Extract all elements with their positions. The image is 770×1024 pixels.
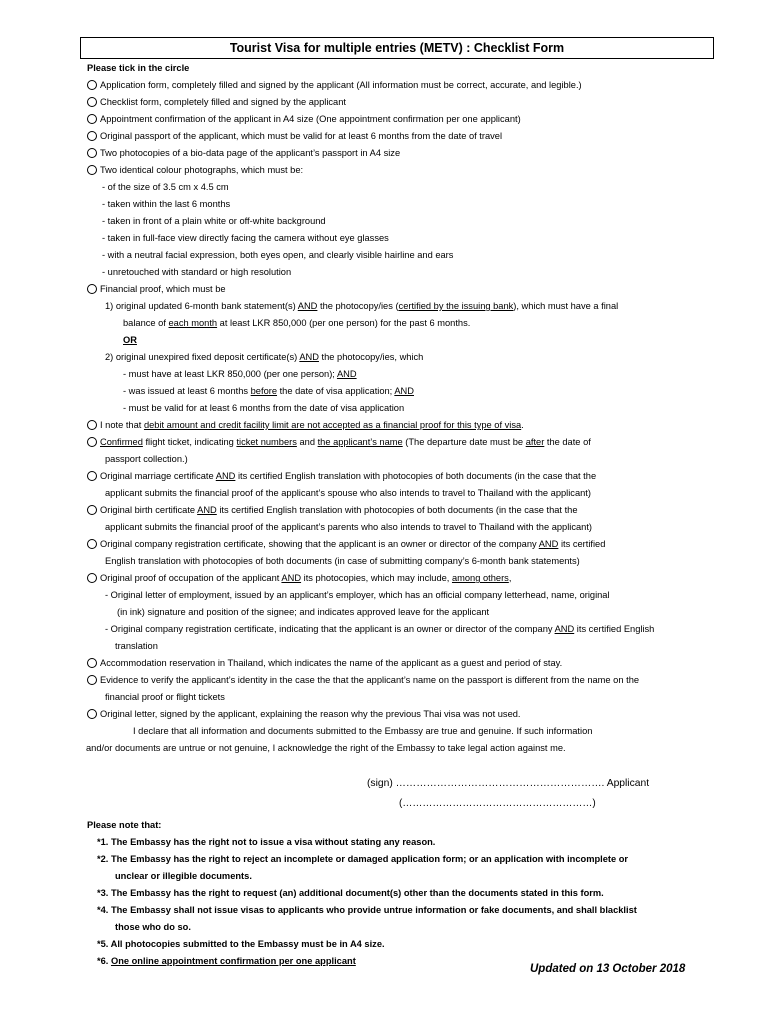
occupation-option-2-cont: translation	[115, 641, 158, 651]
note-4: *4. The Embassy shall not issue visas to applicants who provide untrue information or fake documents, and shall blacklist	[97, 905, 637, 915]
tick-circle-occupation[interactable]	[87, 573, 97, 583]
declaration-line-2: and/or documents are untrue or not genuine, I acknowledge the right of the Embassy to take legal action against me.	[86, 743, 566, 753]
item-passport: Original passport of the applicant, which must be valid for at least 6 months from the date of travel	[87, 128, 717, 145]
note-4-cont: those who do so.	[115, 922, 191, 932]
deposit-requirement: - must be valid for at least 6 months from the date of visa application	[123, 403, 405, 413]
photo-requirement: - taken in front of a plain white or off-white background	[102, 216, 326, 226]
declaration-line-1: I declare that all information and documents submitted to the Embassy are true and genuine. If such information	[133, 726, 593, 736]
item-accommodation: Accommodation reservation in Thailand, which indicates the name of the applicant as a guest and period of stay.	[87, 655, 717, 672]
form-title: Tourist Visa for multiple entries (METV) : Checklist Form	[80, 37, 714, 59]
signature-line[interactable]: (sign) ……………………………………………………. Applicant	[367, 778, 650, 789]
photo-requirement: - taken within the last 6 months	[102, 199, 231, 209]
tick-circle-checklist-form[interactable]	[87, 97, 97, 107]
deposit-requirement: - must have at least LKR 850,000 (per one person); AND	[123, 369, 357, 379]
tick-circle-birth[interactable]	[87, 505, 97, 515]
occupation-option-1: - Original letter of employment, issued by an applicant’s employer, which has an official company letterhead, name, original	[105, 590, 610, 600]
item-financial-proof: Financial proof, which must be	[87, 281, 717, 298]
tick-circle-photocopies[interactable]	[87, 148, 97, 158]
financial-option-1: 1) original updated 6-month bank statement(s) AND the photocopy/ies (certified by the issuing bank), which must have a final	[105, 301, 619, 311]
birth-cont: applicant submits the financial proof of the applicant’s parents who also intends to travel to Thailand with the applicant)	[105, 522, 593, 532]
note-2: *2. The Embassy has the right to reject an incomplete or damaged application form; or an application with incomplete or	[97, 854, 629, 864]
checklist-body	[87, 60, 717, 970]
tick-circle-appointment[interactable]	[87, 114, 97, 124]
tick-circle-identity[interactable]	[87, 675, 97, 685]
item-marriage-certificate: Original marriage certificate AND its certified English translation with photocopies of both documents (in the case that the	[87, 468, 717, 485]
notes-title: Please note that:	[87, 820, 162, 830]
identity-cont: financial proof or flight tickets	[105, 692, 225, 702]
occupation-option-1-cont: (in ink) signature and position of the signee; and indicates approved leave for the applicant	[117, 607, 490, 617]
or-separator: OR	[123, 335, 137, 345]
instruction: Please tick in the circle	[87, 63, 190, 73]
note-1: *1. The Embassy has the right not to issue a visa without stating any reason.	[97, 837, 436, 847]
tick-circle-note-debit[interactable]	[87, 420, 97, 430]
item-explanation-letter: Original letter, signed by the applicant, explaining the reason why the previous Thai visa was not used.	[87, 706, 717, 723]
tick-circle-photos[interactable]	[87, 165, 97, 175]
photo-requirement: - of the size of 3.5 cm x 4.5 cm	[102, 182, 229, 192]
company-cont: English translation with photocopies of both documents (in case of submitting company’s 6-month bank statements)	[105, 556, 580, 566]
item-application-form: Application form, completely filled and signed by the applicant (All information must be correct, accurate, and legible.)	[87, 77, 717, 94]
item-company-registration: Original company registration certificate, showing that the applicant is an owner or director of the company AND its certified	[87, 536, 717, 553]
photo-requirement: - unretouched with standard or high resolution	[102, 267, 292, 277]
tick-circle-company[interactable]	[87, 539, 97, 549]
tick-circle-application-form[interactable]	[87, 80, 97, 90]
item-photocopies: Two photocopies of a bio-data page of the applicant’s passport in A4 size	[87, 145, 717, 162]
note-3: *3. The Embassy has the right to request (an) additional document(s) other than the documents stated in this form.	[97, 888, 604, 898]
note-5: *5. All photocopies submitted to the Embassy must be in A4 size.	[97, 939, 385, 949]
flight-ticket-cont: passport collection.)	[105, 454, 188, 464]
tick-circle-flight-ticket[interactable]	[87, 437, 97, 447]
financial-option-1-cont: balance of each month at least LKR 850,000 (per one person) for the past 6 months.	[123, 318, 471, 328]
item-proof-occupation: Original proof of occupation of the applicant AND its photocopies, which may include, among others,	[87, 570, 717, 587]
tick-circle-marriage[interactable]	[87, 471, 97, 481]
note-6: *6. One online appointment confirmation per one applicant	[97, 956, 356, 966]
item-appointment: Appointment confirmation of the applicant in A4 size (One appointment confirmation per one applicant)	[87, 111, 717, 128]
marriage-cont: applicant submits the financial proof of the applicant’s spouse who also intends to travel to Thailand with the applicant)	[105, 488, 591, 498]
financial-option-2: 2) original unexpired fixed deposit certificate(s) AND the photocopy/ies, which	[105, 352, 424, 362]
tick-circle-passport[interactable]	[87, 131, 97, 141]
tick-circle-letter[interactable]	[87, 709, 97, 719]
item-birth-certificate: Original birth certificate AND its certified English translation with photocopies of both documents (in the case that the	[87, 502, 717, 519]
updated-date: Updated on 13 October 2018	[530, 963, 686, 975]
tick-circle-financial-proof[interactable]	[87, 284, 97, 294]
photo-requirement: - taken in full-face view directly facing the camera without eye glasses	[102, 233, 389, 243]
item-flight-ticket: Confirmed flight ticket, indicating ticket numbers and the applicant’s name (The departure date must be after the date of	[87, 434, 717, 451]
item-identity-evidence: Evidence to verify the applicant’s identity in the case the that the applicant’s name on the passport is different from the name on the	[87, 672, 717, 689]
photo-requirement: - with a neutral facial expression, both eyes open, and clearly visible hairline and ears	[102, 250, 454, 260]
name-line[interactable]: (…………………………………………………)	[399, 798, 596, 809]
occupation-option-2: - Original company registration certificate, indicating that the applicant is an owner or director of the company AND its certified English	[105, 624, 655, 634]
item-checklist-form: Checklist form, completely filled and signed by the applicant	[87, 94, 717, 111]
item-note-debit: I note that debit amount and credit facility limit are not accepted as a financial proof for this type of visa.	[87, 417, 717, 434]
item-photos: Two identical colour photographs, which must be:	[87, 162, 717, 179]
tick-circle-accommodation[interactable]	[87, 658, 97, 668]
note-2-cont: unclear or illegible documents.	[115, 871, 252, 881]
deposit-requirement: - was issued at least 6 months before the date of visa application; AND	[123, 386, 414, 396]
